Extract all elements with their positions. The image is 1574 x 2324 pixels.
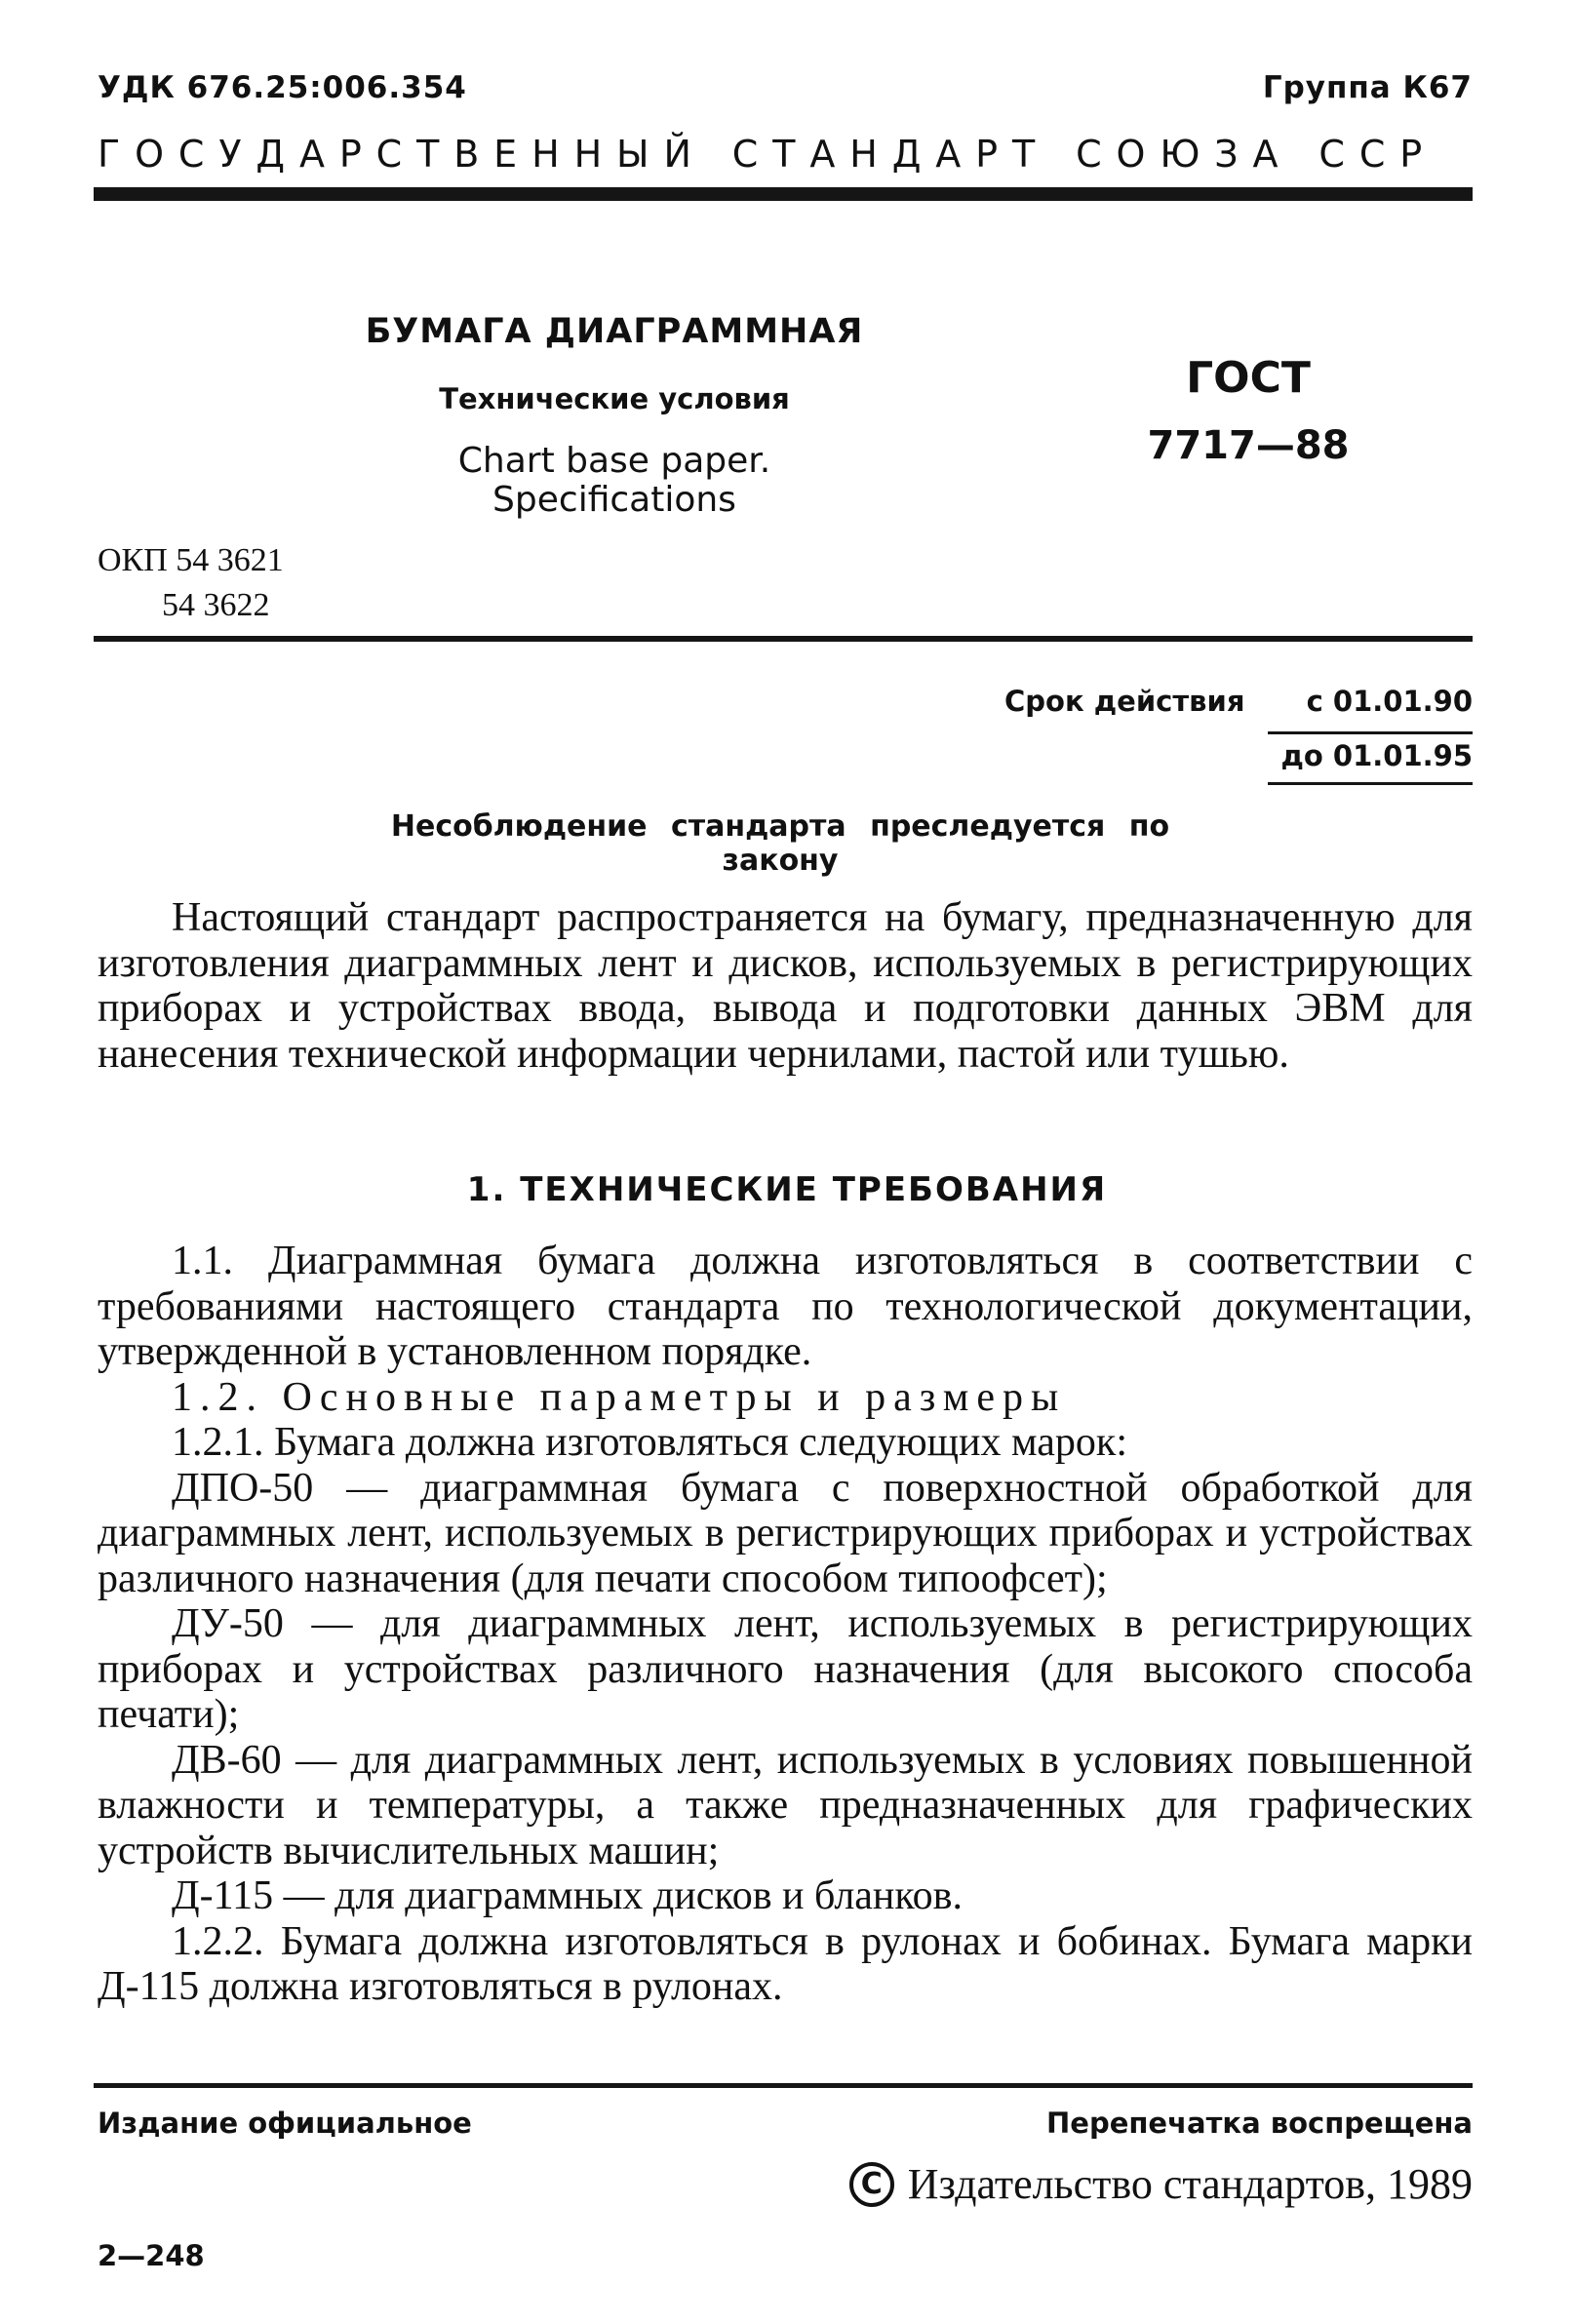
english-title-line2: Specifications — [492, 480, 736, 520]
validity-rule-1 — [1268, 731, 1473, 734]
group-code: Группа К67 — [1262, 70, 1473, 105]
section-heading: 1. ТЕХНИЧЕСКИЕ ТРЕБОВАНИЯ — [466, 1170, 1108, 1209]
gost-label: ГОСТ — [1186, 353, 1311, 403]
intro-paragraph — [98, 895, 1473, 1077]
publisher-name: Издательство стандартов, 1989 — [907, 2160, 1473, 2208]
publisher-line — [849, 2159, 1473, 2211]
grade-d-115: Д-115 — для диаграммных дисков и бланков. — [172, 1873, 964, 1918]
document-subtitle: Технические условия — [439, 382, 790, 415]
okp-code-1: ОКП 54 3621 — [98, 542, 284, 578]
english-title-line1: Chart base paper. — [457, 441, 771, 481]
gost-number: 7717—88 — [1147, 423, 1350, 468]
state-standard-heading: ГОСУДАРСТВЕННЫЙ СТАНДАРТ СОЮЗА ССР — [98, 133, 1437, 176]
grade-dpo-50: ДПО-50 — диаграммная бумага с поверхностной обработкой для диаграммных лент, используемых в регистрирующих приборах и устройствах различного назначения (для печати способом типоофсет); — [98, 1465, 1473, 1601]
clause-1-2: 1.2. Основные параметры и размеры — [172, 1374, 1067, 1420]
header-rule — [94, 187, 1473, 201]
title-rule — [94, 636, 1473, 642]
grade-du-50: ДУ-50 — для диаграммных лент, используемых в регистрирующих приборах и устройствах различного назначения (для высокого способа печати); — [98, 1601, 1473, 1737]
validity-from: с 01.01.90 — [1306, 685, 1473, 718]
section-body — [98, 1239, 1473, 2010]
validity-rule-2 — [1268, 782, 1473, 785]
grade-dv-60: ДВ-60 — для диаграммных лент, используемых в условиях повышенной влажности и температуры, а также предназначенных для графических устройств вычислительных машин; — [98, 1737, 1473, 1873]
clause-1-2-1: 1.2.1. Бумага должна изготовляться следующих марок: — [172, 1420, 1128, 1465]
validity-to: до 01.01.95 — [1280, 739, 1473, 772]
page-code: 2—248 — [98, 2239, 205, 2272]
official-edition-label: Издание официальное — [98, 2107, 472, 2140]
udk-code: УДК 676.25:006.354 — [98, 70, 467, 105]
reprint-notice: Перепечатка воспрещена — [1046, 2107, 1473, 2140]
copyright-icon: C — [849, 2162, 894, 2207]
clause-1-2-2: 1.2.2. Бумага должна изготовляться в рулонах и бобинах. Бумага марки Д-115 должна изготовляться в рулонах. — [98, 1918, 1473, 2009]
legal-warning: Несоблюдение стандарта преследуется по закону — [390, 809, 1170, 878]
footer-rule — [94, 2083, 1473, 2088]
okp-code-2: 54 3622 — [162, 587, 270, 623]
document-title: БУМАГА ДИАГРАММНАЯ — [365, 312, 864, 351]
intro-text: Настоящий стандарт распространяется на бумагу, предназначенную для изготовления диаграммных лент и дисков, используемых в регистрирующих приборах и устройствах ввода, вывода и подготовки данных ЭВМ для нанесения технической информации чернилами, пастой или тушью. — [98, 895, 1473, 1077]
validity-label: Срок действия — [1004, 685, 1245, 718]
clause-1-1: 1.1. Диаграммная бумага должна изготовляться в соответствии с требованиями настоящего стандарта по технологической документации, утвержденной в установленном порядке. — [98, 1239, 1473, 1374]
